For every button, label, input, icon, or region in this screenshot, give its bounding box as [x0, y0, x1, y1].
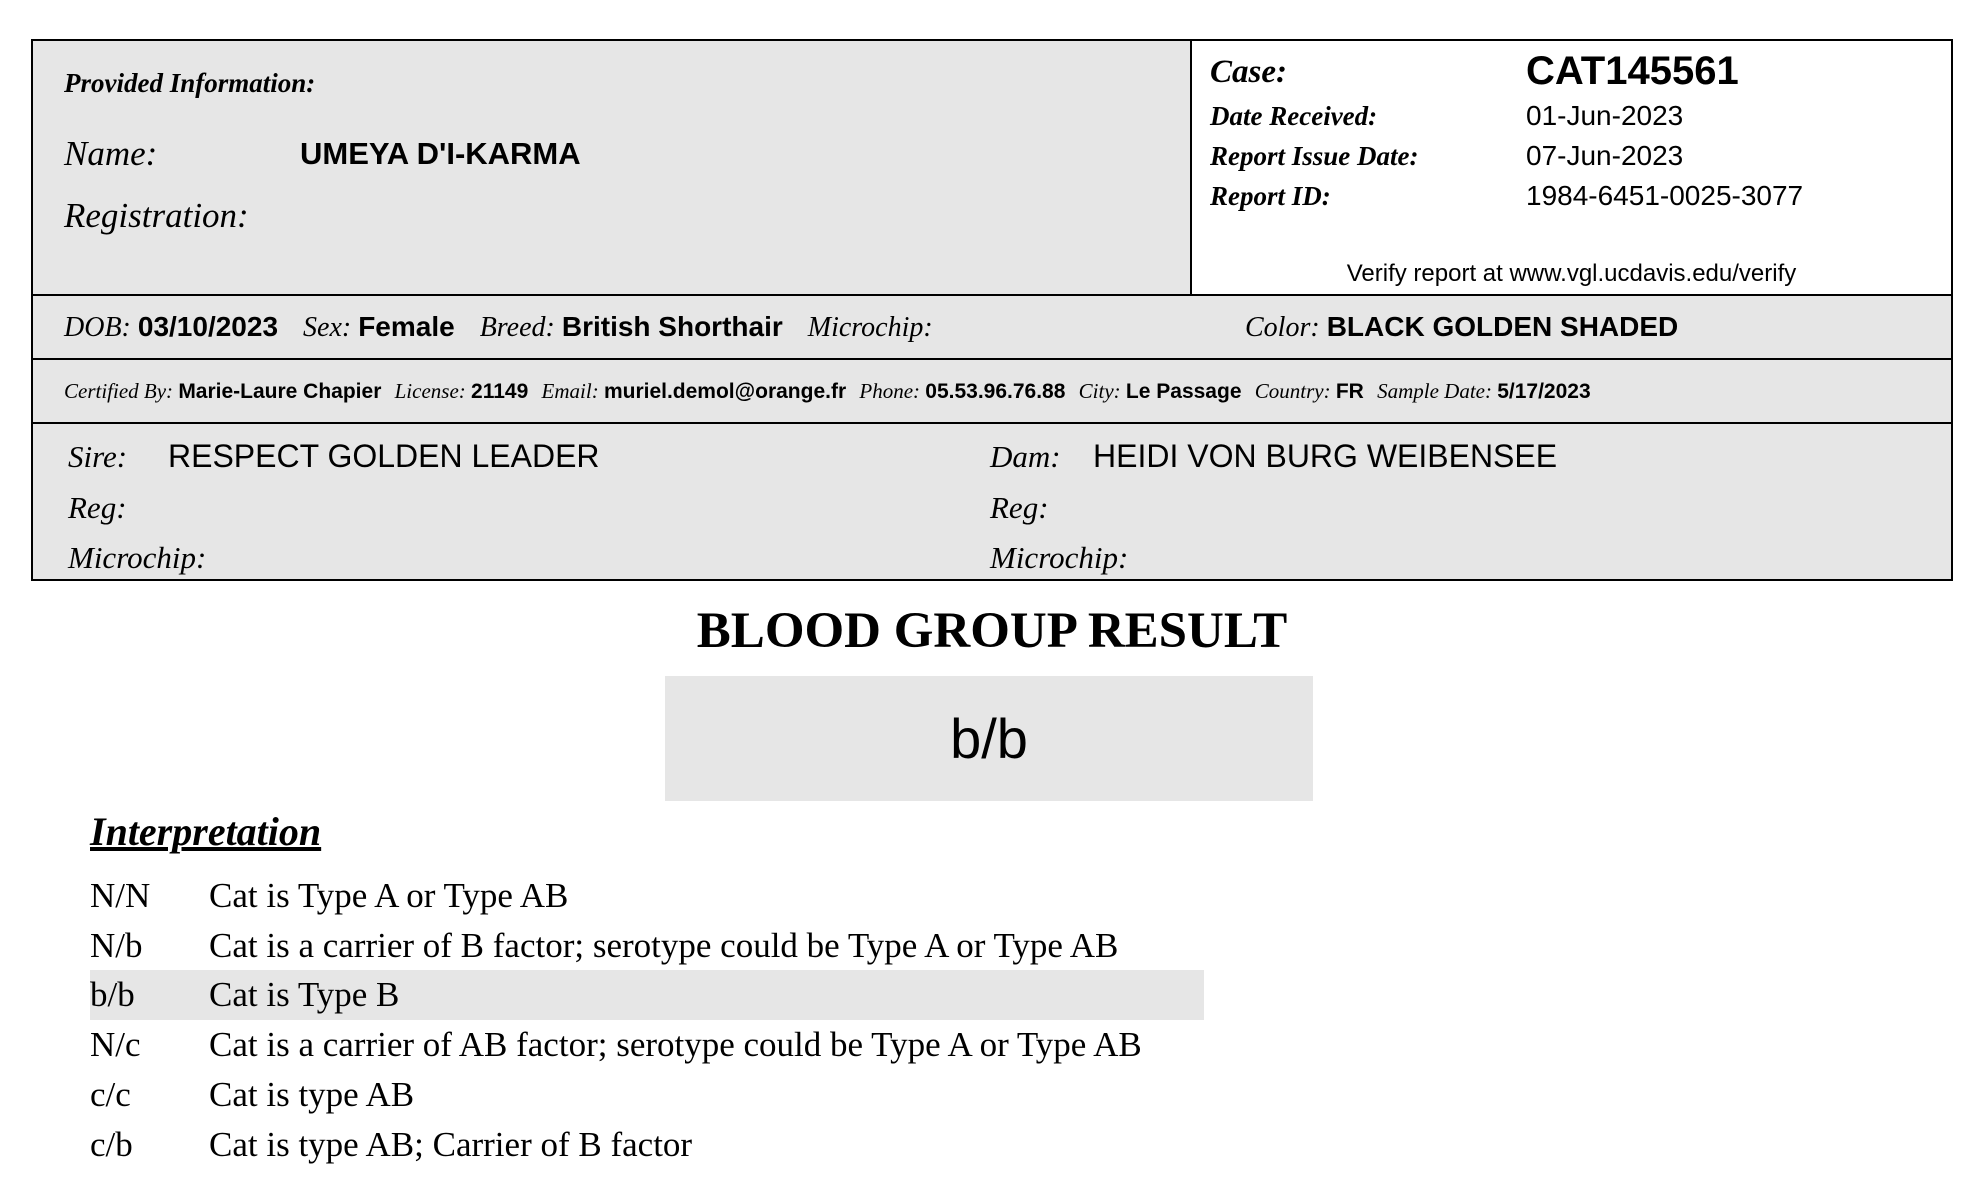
sire-microchip-label: Microchip:	[68, 540, 207, 575]
dob-value: 03/10/2023	[137, 311, 279, 342]
name-value: UMEYA D'I-KARMA	[300, 136, 581, 171]
case-label: Case:	[1210, 54, 1287, 90]
report-issue-date-value: 07-Jun-2023	[1526, 140, 1684, 171]
genotype-code: N/c	[90, 1025, 141, 1064]
genotype-code: b/b	[90, 975, 135, 1014]
report-issue-date-label: Report Issue Date:	[1210, 141, 1419, 171]
email-value: muriel.demol@orange.fr	[603, 380, 847, 403]
case-number: CAT145561	[1526, 49, 1739, 93]
interpretation-row	[90, 871, 1204, 921]
genotype-code: N/N	[90, 876, 151, 915]
country-label: Country:	[1254, 379, 1331, 403]
header-section	[33, 41, 1951, 294]
genotype-description: Cat is a carrier of B factor; serotype could be Type A or Type AB	[209, 926, 1119, 965]
interpretation-row-highlighted	[90, 970, 1204, 1020]
blood-group-result-title: BLOOD GROUP RESULT	[696, 603, 1288, 659]
dob-label: DOB:	[64, 312, 131, 343]
certified-by-label: Certified By:	[64, 379, 174, 403]
country-value: FR	[1335, 380, 1364, 403]
interpretation-row	[90, 921, 1204, 971]
interpretation-row	[90, 1020, 1204, 1070]
date-received-label: Date Received:	[1210, 101, 1378, 131]
sire-label: Sire:	[68, 439, 128, 474]
report-info-box	[31, 39, 1953, 581]
report-id-value: 1984-6451-0025-3077	[1526, 180, 1804, 211]
blood-group-result-value: b/b	[950, 707, 1028, 770]
sire-value: RESPECT GOLDEN LEADER	[168, 438, 600, 474]
blood-group-result-box	[665, 676, 1313, 801]
registration-label: Registration:	[64, 196, 249, 235]
interpretation-heading: Interpretation	[90, 809, 322, 854]
color-value: BLACK GOLDEN SHADED	[1326, 311, 1679, 342]
animal-details-row	[33, 294, 1951, 358]
sex-label: Sex:	[303, 312, 352, 343]
dam-value: HEIDI VON BURG WEIBENSEE	[1093, 438, 1558, 474]
color-label: Color:	[1245, 312, 1320, 343]
report-id-label: Report ID:	[1210, 181, 1331, 211]
provided-information-panel	[33, 41, 1192, 294]
microchip-label: Microchip:	[807, 312, 933, 343]
sire-reg-label: Reg:	[68, 490, 127, 525]
genotype-description: Cat is Type A or Type AB	[209, 876, 569, 915]
case-panel	[1192, 41, 1951, 294]
sex-value: Female	[358, 311, 455, 342]
city-label: City:	[1078, 379, 1121, 403]
city-value: Le Passage	[1125, 380, 1242, 403]
certification-row	[33, 358, 1951, 422]
license-value: 21149	[471, 380, 529, 403]
genotype-description: Cat is type AB; Carrier of B factor	[209, 1125, 693, 1164]
dam-label: Dam:	[990, 439, 1061, 474]
breed-label: Breed:	[479, 312, 555, 343]
genotype-description: Cat is Type B	[209, 975, 400, 1014]
genotype-code: N/b	[90, 926, 143, 965]
genotype-code: c/b	[90, 1125, 133, 1164]
genotype-description: Cat is a carrier of AB factor; serotype could be Type A or Type AB	[209, 1025, 1142, 1064]
email-label: Email:	[541, 379, 599, 403]
genotype-code: c/c	[90, 1075, 131, 1114]
dam-reg-label: Reg:	[990, 490, 1049, 525]
breed-value: British Shorthair	[561, 311, 783, 342]
certified-by-value: Marie-Laure Chapier	[178, 380, 382, 403]
interpretation-row	[90, 1120, 1204, 1170]
dam-microchip-label: Microchip:	[990, 540, 1129, 575]
date-received-value: 01-Jun-2023	[1526, 100, 1684, 131]
name-label: Name:	[64, 134, 158, 173]
sample-date-label: Sample Date:	[1377, 379, 1492, 403]
verify-report-link[interactable]: Verify report at www.vgl.ucdavis.edu/verify	[1346, 260, 1797, 287]
interpretation-row	[90, 1070, 1204, 1120]
phone-value: 05.53.96.76.88	[925, 380, 1066, 403]
provided-info-heading: Provided Information:	[64, 68, 316, 98]
license-label: License:	[394, 379, 466, 403]
sample-date-value: 5/17/2023	[1497, 380, 1591, 403]
parents-section	[33, 422, 1951, 579]
genotype-description: Cat is type AB	[209, 1075, 415, 1114]
phone-label: Phone:	[859, 379, 921, 403]
